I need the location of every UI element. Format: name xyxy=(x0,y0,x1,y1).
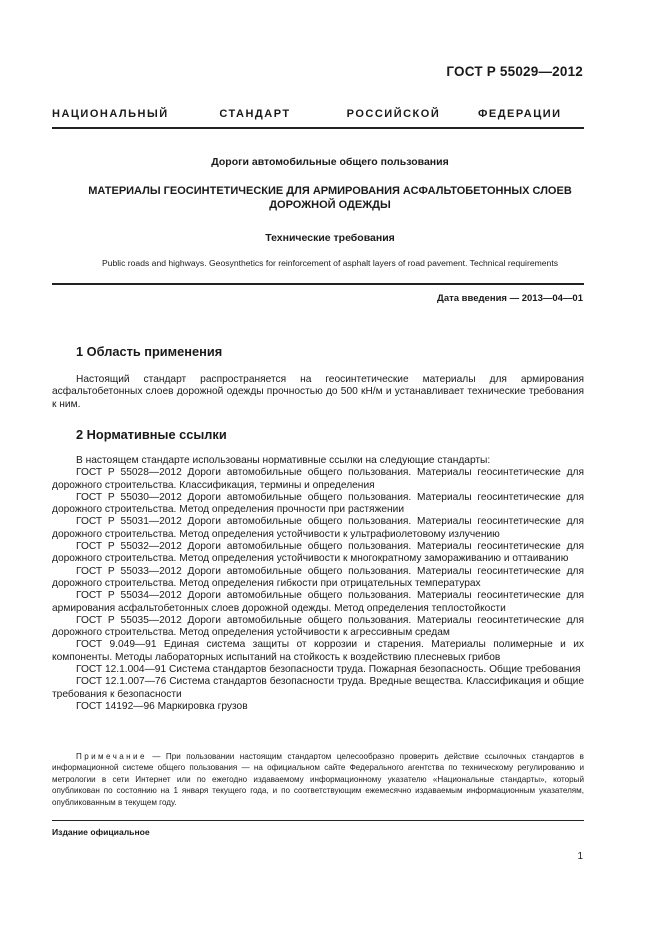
section-heading-scope: 1 Область применения xyxy=(76,344,223,359)
scope-text: Настоящий стандарт распространяется на геосинтетические материалы для армирования асфальтобетонных слоев дорожной одежды прочностью до 500 кН/м и устанавливает технические требования к ним. xyxy=(52,374,584,410)
reference-item: ГОСТ Р 55033—2012 Дороги автомобильные общего пользования. Материалы геосинтетические для дорожного строительства. Метод определения гибкости при отрицательных температурах xyxy=(52,565,584,589)
section-heading-references: 2 Нормативные ссылки xyxy=(76,427,227,442)
reference-item: ГОСТ 12.1.004—91 Система стандартов безопасности труда. Пожарная безопасность. Общие требования xyxy=(76,664,581,676)
title-rule xyxy=(52,283,584,285)
references-list xyxy=(52,455,584,713)
reference-item: ГОСТ Р 55030—2012 Дороги автомобильные общего пользования. Материалы геосинтетические для дорожного строительства. Метод определения прочности при растяжении xyxy=(52,491,584,516)
english-title: Public roads and highways. Geosynthetics for reinforcement of asphalt layers of road pavement. Technical requirements xyxy=(101,258,559,268)
reference-item: ГОСТ Р 55028—2012 Дороги автомобильные общего пользования. Материалы геосинтетические для дорожного строительства. Классификация, термины и определения xyxy=(52,467,584,491)
header-word-national: НАЦИОНАЛЬНЫЙ xyxy=(52,108,169,120)
note-text: — При пользовании настоящим стандартом целесообразно проверить действие ссылочных стандартов в информационной системе общего пользования — на официальном сайте Федерального агентства по техническому регулированию и метрологии в сети Интернет или по ежегодно издаваемому информационному указателю «Национальные стандарты», который опубликован по состоянию на 1 января текущего года, и по соответствующим ежемесячно издаваемым информационным указателям, опубликованным в текущем году. xyxy=(52,752,584,807)
document-title xyxy=(40,184,620,212)
reference-item: ГОСТ Р 55035—2012 Дороги автомобильные общего пользования. Материалы геосинтетические для дорожного строительства. Метод определения устойчивости к агрессивным средам xyxy=(52,614,584,639)
header-word-federation: ФЕДЕРАЦИИ xyxy=(477,108,562,120)
reference-item: ГОСТ 14192—96 Маркировка грузов xyxy=(76,700,248,712)
page-number: 1 xyxy=(577,851,583,862)
header-word-standard: СТАНДАРТ xyxy=(219,108,291,120)
header-word-russian: РОССИЙСКОЙ xyxy=(346,108,441,120)
reference-item: ГОСТ 9.049—91 Единая система защиты от коррозии и старения. Материалы полимерные и их компоненты. Методы лабораторных испытаний на стойкость к воздействию плесневых грибов xyxy=(52,639,584,663)
specification-type: Технические требования xyxy=(265,232,395,244)
document-title-line-2: ДОРОЖНОЙ ОДЕЖДЫ xyxy=(269,199,391,211)
references-note xyxy=(52,751,584,808)
note-paragraph xyxy=(52,751,584,808)
edition-rule xyxy=(52,820,584,821)
reference-item: ГОСТ Р 55034—2012 Дороги автомобильные общего пользования. Материалы геосинтетические для армирования асфальтобетонных слоев дорожной одежды. Метод определения теплостойкости xyxy=(52,590,584,614)
references-intro: В настоящем стандарте использованы нормативные ссылки на следующие стандарты: xyxy=(76,455,491,466)
reference-item: ГОСТ Р 55031—2012 Дороги автомобильные общего пользования. Материалы геосинтетические для дорожного строительства. Метод определения устойчивости к ультрафиолетовому излучению xyxy=(52,516,584,540)
scope-paragraph xyxy=(52,374,584,411)
standard-header-band xyxy=(52,108,584,120)
document-number: ГОСТ Р 55029—2012 xyxy=(446,64,583,79)
note-label: Примечание xyxy=(76,752,147,761)
edition-label: Издание официальное xyxy=(52,827,150,837)
document-subtitle: Дороги автомобильные общего пользования xyxy=(211,156,449,168)
effective-date: Дата введения — 2013—04—01 xyxy=(437,293,583,304)
document-title-line-1: МАТЕРИАЛЫ ГЕОСИНТЕТИЧЕСКИЕ ДЛЯ АРМИРОВАНИЯ АСФАЛЬТОБЕТОННЫХ СЛОЕВ xyxy=(88,185,572,197)
header-rule xyxy=(52,127,584,129)
reference-item: ГОСТ Р 55032—2012 Дороги автомобильные общего пользования. Материалы геосинтетические для дорожного строительства. Метод определения устойчивости к многократному замораживанию и оттаиванию xyxy=(52,541,584,565)
reference-item: ГОСТ 12.1.007—76 Система стандартов безопасности труда. Вредные вещества. Классификация и общие требования к безопасности xyxy=(52,676,584,700)
